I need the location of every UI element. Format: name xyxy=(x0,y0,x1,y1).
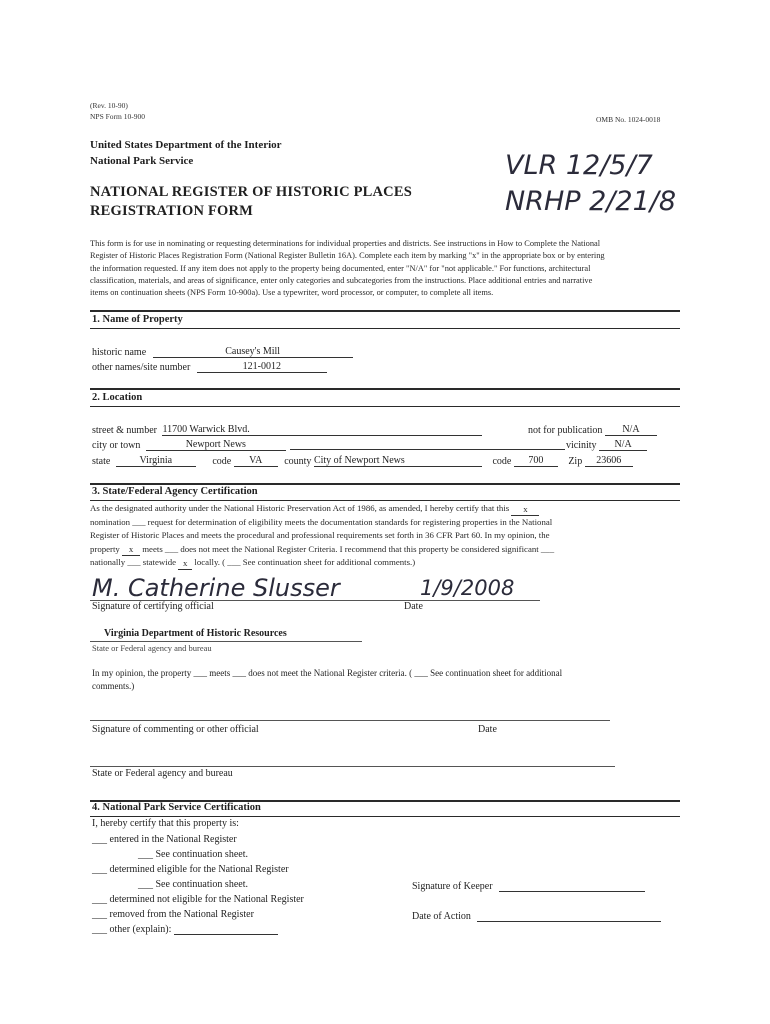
other-option[interactable] xyxy=(92,924,278,935)
intro-line: the information requested. If any item does not apply to the property being documented, enter "N/A" for "not applicable." For functions, architectural xyxy=(90,263,591,273)
state-code-field[interactable]: VA xyxy=(234,455,278,467)
state-code-label: code xyxy=(212,456,232,467)
street-row xyxy=(92,424,482,436)
commenting-signature-label: Signature of commenting or other official xyxy=(92,724,259,735)
agency-line xyxy=(90,641,362,642)
cert-line: nomination ___ request for determination of eligibility meets the documentation standards for registering properties in the National xyxy=(90,516,553,527)
entered-continuation[interactable]: ___ See continuation sheet. xyxy=(138,849,248,860)
section2-title: 2. Location xyxy=(92,392,143,403)
revision-label: (Rev. 10-90) xyxy=(90,101,128,110)
section-divider xyxy=(90,388,680,390)
county-label: county xyxy=(284,456,312,467)
city-row xyxy=(92,439,286,451)
action-row xyxy=(412,910,661,922)
not-for-publication-label: not for publication xyxy=(528,425,603,436)
cert-line-text: As the designated authority under the National Historic Preservation Act of 1986, as amended, I hereby certify that this xyxy=(90,503,510,513)
not-for-publication-row xyxy=(528,424,657,436)
removed-option[interactable]: ___ removed from the National Register xyxy=(92,909,254,920)
agency2-line[interactable] xyxy=(90,766,615,767)
cert-line xyxy=(90,543,680,557)
handwritten-date: 1/9/2008 xyxy=(420,576,515,600)
entered-option[interactable]: ___ entered in the National Register xyxy=(92,834,237,845)
nomination-mark[interactable]: x xyxy=(511,504,539,516)
locally-mark[interactable]: x xyxy=(178,558,192,570)
not-for-publication-field[interactable]: N/A xyxy=(605,424,657,436)
other-names-row xyxy=(92,361,327,373)
state-field[interactable]: Virginia xyxy=(116,455,196,467)
department-name: United States Department of the Interior xyxy=(90,139,282,151)
agency-name: Virginia Department of Historic Resources xyxy=(104,628,287,639)
city-field[interactable]: Newport News xyxy=(146,439,286,451)
zip-label: Zip xyxy=(568,456,583,467)
keeper-signature-field[interactable] xyxy=(499,880,645,892)
certifying-signature: M. Catherine Slusser xyxy=(92,574,340,602)
section-divider xyxy=(90,816,680,817)
eligible-option[interactable]: ___ determined eligible for the National Register xyxy=(92,864,289,875)
form-number: NPS Form 10-900 xyxy=(90,112,146,121)
vicinity-label: vicinity xyxy=(566,440,597,451)
handwritten-nrhp-note: NRHP 2/21/8 xyxy=(505,186,677,217)
intro-paragraph xyxy=(90,238,680,299)
certification-paragraph xyxy=(90,502,680,570)
intro-line: items on continuation sheets (NPS Form 10-900a). Use a typewriter, word processor, or computer, to complete all items. xyxy=(90,288,494,298)
cert-line: Register of Historic Places and meets the procedural and professional requirements set forth in 36 CFR Part 60. In my opinion, the xyxy=(90,530,550,541)
not-eligible-option[interactable]: ___ determined not eligible for the National Register xyxy=(92,894,304,905)
agency-bureau-label: State or Federal agency and bureau xyxy=(92,643,212,653)
section-divider xyxy=(90,406,680,407)
nps-certify-line: I, hereby certify that this property is: xyxy=(92,818,239,829)
certifying-signature-label: Signature of certifying official xyxy=(92,601,214,612)
city-label: city or town xyxy=(92,440,141,451)
form-title-line1: NATIONAL REGISTER OF HISTORIC PLACES xyxy=(90,184,412,200)
eligible-continuation[interactable]: ___ See continuation sheet. xyxy=(138,879,248,890)
vicinity-row xyxy=(566,439,647,451)
meets-mark[interactable]: x xyxy=(122,544,140,556)
keeper-row xyxy=(412,880,645,892)
street-label: street & number xyxy=(92,425,157,436)
city-extension-line xyxy=(290,449,565,450)
county-code-field[interactable]: 700 xyxy=(514,455,558,467)
county-field[interactable]: City of Newport News xyxy=(314,455,482,467)
opinion-line2: comments.) xyxy=(92,681,135,691)
action-label: Date of Action xyxy=(412,911,471,922)
state-label: state xyxy=(92,456,111,467)
intro-line: Register of Historic Places Registration Form (National Register Bulletin 16A). Complete each item by marking "x" in the appropriate box or by entering xyxy=(90,251,605,261)
county-code-label: code xyxy=(492,456,512,467)
opinion-line1: In my opinion, the property ___ meets ___ does not meet the National Register criteria. ( ___ See continuation sheet for additional xyxy=(92,668,563,678)
certifying-date-label: Date xyxy=(404,601,423,612)
intro-line: classification, materials, and areas of significance, enter only categories and subcategories from the instructions. Place additional entries and narrative xyxy=(90,275,593,285)
other-names-label: other names/site number xyxy=(92,362,191,373)
agency2-label: State or Federal agency and bureau xyxy=(92,768,233,779)
street-field[interactable]: 11700 Warwick Blvd. xyxy=(162,424,482,436)
state-row xyxy=(92,455,633,467)
handwritten-vlr-note: VLR 12/5/7 xyxy=(505,150,653,181)
service-name: National Park Service xyxy=(90,155,194,167)
section3-title: 3. State/Federal Agency Certification xyxy=(92,486,258,497)
cert-line-text: locally. ( ___ See continuation sheet for additional comments.) xyxy=(194,557,416,568)
commenting-signature-line[interactable] xyxy=(90,720,610,721)
cert-line-text: meets ___ does not meet the National Register Criteria. I recommend that this property be considered significant ___ xyxy=(142,543,555,554)
section-divider xyxy=(90,310,680,312)
omb-number: OMB No. 1024-0018 xyxy=(596,115,661,124)
form-title-line2: REGISTRATION FORM xyxy=(90,203,254,219)
zip-field[interactable]: 23606 xyxy=(585,455,633,467)
keeper-label: Signature of Keeper xyxy=(412,881,493,892)
section4-title: 4. National Park Service Certification xyxy=(92,802,261,813)
historic-name-label: historic name xyxy=(92,347,147,358)
cert-line xyxy=(90,556,680,570)
other-names-field[interactable]: 121-0012 xyxy=(197,361,327,373)
section-divider xyxy=(90,500,680,501)
historic-name-field[interactable]: Causey's Mill xyxy=(153,346,353,358)
section1-title: 1. Name of Property xyxy=(92,314,183,325)
other-option-label: ___ other (explain): xyxy=(92,924,172,935)
vicinity-field[interactable]: N/A xyxy=(599,439,647,451)
action-date-field[interactable] xyxy=(477,910,661,922)
cert-line-text: nationally ___ statewide xyxy=(90,557,176,568)
section-divider xyxy=(90,483,680,485)
cert-line-text: property xyxy=(90,543,120,554)
intro-line: This form is for use in nominating or requesting determinations for individual properties and districts. See instructions in How to Complete the National xyxy=(90,239,601,248)
cert-line xyxy=(90,502,680,516)
section-divider xyxy=(90,328,680,329)
historic-name-row xyxy=(92,346,353,358)
other-explain-field[interactable] xyxy=(174,934,278,935)
commenting-date-label: Date xyxy=(478,724,497,735)
